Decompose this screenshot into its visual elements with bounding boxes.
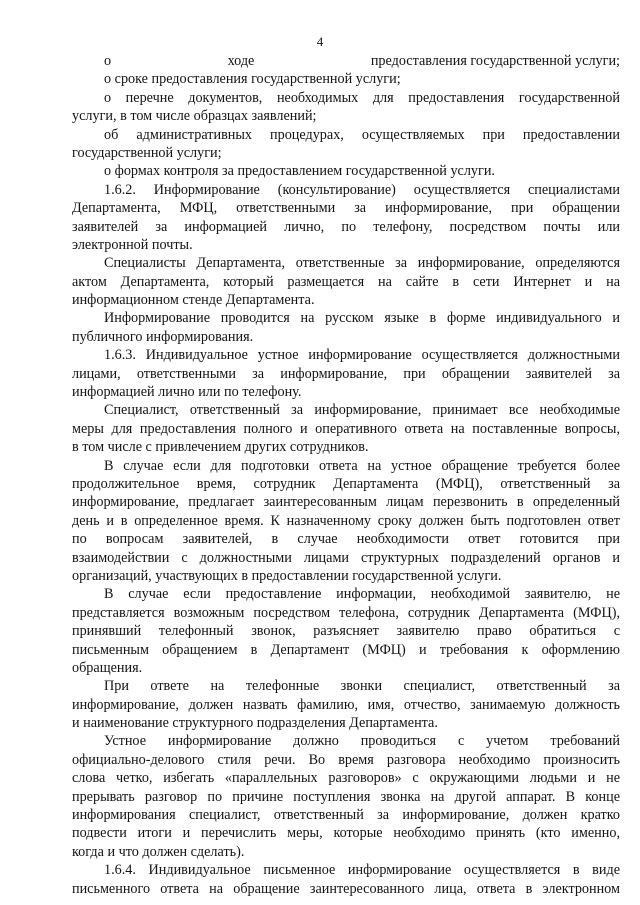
text-line: об административных процедурах, осуществляемых при предоставлении [104, 126, 620, 143]
text-line: меры для предоставления полного и оперативного ответа на поставленные вопросы, [72, 420, 620, 437]
text-line: лицами, ответственными за информирование, при обращении заявителей за [72, 365, 620, 382]
text-line: прерывать разговор по причине поступления звонка на другой аппарат. В конце [72, 788, 620, 805]
paragraph-para-specialist-measures [72, 401, 620, 456]
text-line: Специалисты Департамента, ответственные за информирование, определяются [104, 255, 620, 272]
text-line: принявший телефонный звонок, разъясняет заявителю право обратиться с [72, 623, 620, 640]
text-line: когда и что должен сделать). [72, 843, 245, 860]
text-line: обращения. [72, 659, 143, 676]
text-line: подвести итоги и перечислить меры, которые необходимо принять (кто именно, [72, 825, 620, 842]
paragraph-bullet-3 [72, 89, 620, 126]
text-line: В случае если предоставление информации, необходимой заявителю, не [104, 586, 620, 603]
paragraph-para-oral-style [72, 732, 620, 861]
text-line: 1.6.2. Информирование (консультирование) осуществляется специалистами [104, 181, 620, 198]
text-line: При ответе на телефонные звонки специалист, ответственный за [104, 678, 620, 695]
text-line: публичного информирования. [72, 328, 254, 345]
text-line: слова четко, избегать «параллельных разговоров» с окружающими людьми и не [72, 770, 620, 787]
paragraph-para-1-6-2 [72, 181, 620, 255]
text-line: письменного ответа на обращение заинтересованного лица, ответа в электронном [72, 880, 620, 897]
text-line: информацией лично или по телефону. [72, 384, 302, 401]
text-line: заявителей за информацией лично, по телефону, посредством почты или [72, 218, 620, 235]
paragraph-para-longer-time [72, 457, 620, 586]
text-line: информирование, должен назвать фамилию, имя, отчество, занимаемую должность [72, 696, 620, 713]
paragraph-para-calls [72, 677, 620, 732]
text-line: информирования специалист, ответственный за информирование, должен кратко [72, 807, 620, 824]
text-line: Департамента, МФЦ, ответственными за информирование, при обращении [72, 200, 620, 217]
text-line: актом Департамента, который размещается на сайте в сети Интернет и на [72, 273, 620, 290]
text-line: официально-делового стиля речи. Во время разговора необходимо произносить [72, 751, 620, 768]
paragraph-para-specialists [72, 254, 620, 309]
text-line: 1.6.4. Индивидуальное письменное информирование осуществляется в виде [104, 862, 620, 879]
paragraph-bullet-1 [72, 52, 620, 70]
text-line: информирование, предлагает заинтересованным лицам перезвонить в определенный [72, 494, 620, 511]
text-line: 1.6.3. Индивидуальное устное информирование осуществляется должностными [104, 347, 620, 364]
paragraph-bullet-2 [72, 70, 620, 88]
document-body [72, 52, 620, 898]
text-line: день и в определенное время. К назначенному сроку должен быть подготовлен ответ [72, 512, 620, 529]
text-line: информационном стенде Департамента. [72, 292, 315, 309]
text-line: услуги, в том числе образцах заявлений; [72, 108, 317, 125]
paragraph-bullet-5 [72, 162, 620, 180]
text-line: в том числе с привлечением других сотрудников. [72, 439, 369, 456]
text-fragment: ходе [227, 53, 255, 69]
text-line: В случае если для подготовки ответа на устное обращение требуется более [104, 457, 620, 474]
text-line: письменным обращением в Департамент (МФЦ) и требования к оформлению [72, 641, 620, 658]
text-fragment: о [104, 53, 112, 69]
paragraph-para-by-phone [72, 585, 620, 677]
text-line: о сроке предоставления государственной услуги; [104, 71, 401, 88]
text-line: по вопросам заявителей, в случае необходимости ответ готовится при [72, 531, 620, 548]
text-line: Информирование проводится на русском языке в форме индивидуального и [104, 310, 620, 327]
paragraph-para-1-6-3 [72, 346, 620, 401]
text-line: продолжительное время, сотрудник Департамента (МФЦ), ответственный за [72, 475, 620, 492]
text-line: представляется возможным посредством телефона, сотрудник Департамента (МФЦ), [72, 604, 620, 621]
page-number: 4 [316, 34, 324, 49]
text-line: государственной услуги; [72, 144, 222, 161]
text-line: электронной почты. [72, 236, 193, 253]
text-line: о перечне документов, необходимых для предоставления государственной [104, 89, 620, 106]
text-line [72, 52, 620, 70]
text-line: о формах контроля за предоставлением государственной услуги. [104, 163, 495, 180]
text-fragment: предоставления государственной услуги; [370, 53, 620, 69]
text-line: Устное информирование должно проводиться с учетом требований [104, 733, 620, 750]
text-line: и наименование структурного подразделения Департамента. [72, 715, 438, 732]
paragraph-bullet-4 [72, 126, 620, 163]
paragraph-para-1-6-4 [72, 861, 620, 898]
text-line: взаимодействии с должностными лицами структурных подразделений органов и [72, 549, 620, 566]
text-line: Специалист, ответственный за информирование, принимает все необходимые [104, 402, 620, 419]
text-line: организаций, участвующих в предоставлении государственной услуги. [72, 567, 502, 584]
paragraph-para-language [72, 309, 620, 346]
